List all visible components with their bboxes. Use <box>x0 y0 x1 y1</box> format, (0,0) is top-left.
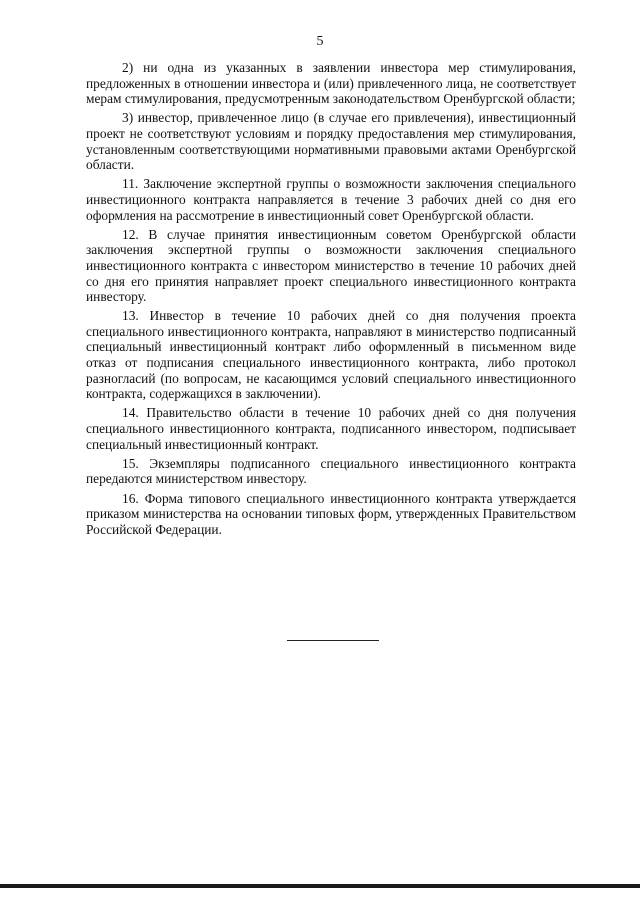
paragraph-clause-13: 13. Инвестор в течение 10 рабочих дней со дня получения проекта специального инвестиционного контракта, направляют в министерство подписанный специальный инвестиционный контракт либо оформленный в письменном виде отказ от подписания специального инвестиционного контракта, либо протокол разногласий (по вопросам, не касающимся условий специального инвестиционного контракта, содержащихся в заключении). <box>86 308 576 402</box>
paragraph-clause-16: 16. Форма типового специального инвестиционного контракта утверждается приказом министерства на основании типовых форм, утвержденных Правительством Российской Федерации. <box>86 490 576 537</box>
paragraph-item-3: 3) инвестор, привлеченное лицо (в случае его привлечения), инвестиционный проект не соответствуют условиям и порядку предоставления мер стимулирования, установленным соответствующими нормативными правовыми актами Оренбургской области. <box>86 110 576 173</box>
paragraph-clause-12: 12. В случае принятия инвестиционным советом Оренбургской области заключения экспертной группы о возможности заключения специального инвестиционного контракта с инвестором министерство в течение 10 рабочих дней со дня его принятия направляет проект специального инвестиционного контракта инвестору. <box>86 226 576 305</box>
paragraph-clause-15: 15. Экземпляры подписанного специального инвестиционного контракта передаются министерством инвестору. <box>86 455 576 487</box>
page-bottom-border <box>0 884 640 888</box>
page-number: 5 <box>316 34 324 49</box>
document-body <box>86 60 576 541</box>
end-separator-line <box>287 640 379 641</box>
paragraph-clause-14: 14. Правительство области в течение 10 рабочих дней со дня получения специального инвестиционного контракта, подписанного инвестором, подписывает специальный инвестиционный контракт. <box>86 405 576 452</box>
paragraph-clause-11: 11. Заключение экспертной группы о возможности заключения специального инвестиционного контракта направляется в течение 3 рабочих дней со дня его оформления на рассмотрение в инвестиционный совет Оренбургской области. <box>86 176 576 223</box>
paragraph-item-2: 2) ни одна из указанных в заявлении инвестора мер стимулирования, предложенных в отношении инвестора и (или) привлеченного лица, не соответствует мерам стимулирования, предусмотренным законодательством Оренбургской области; <box>86 60 576 107</box>
